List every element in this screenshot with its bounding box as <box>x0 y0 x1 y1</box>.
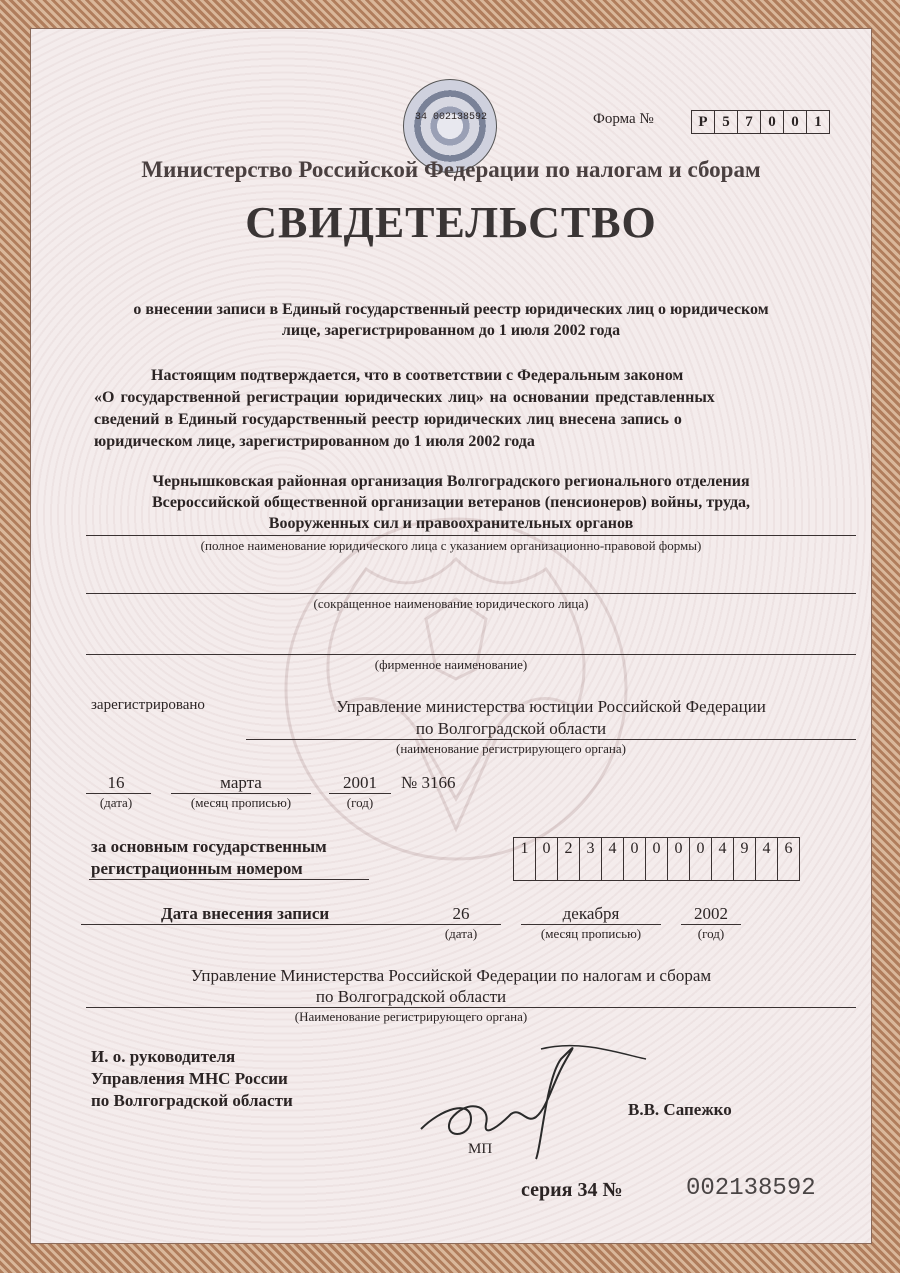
reg-year: 2001 <box>343 773 377 792</box>
ogrn-digit: 4 <box>712 838 734 880</box>
ogrn-digit: 3 <box>580 838 602 880</box>
form-code-char: 5 <box>715 111 738 133</box>
certificate-title: СВИДЕТЕЛЬСТВО <box>245 198 657 247</box>
ogrn-digit: 1 <box>514 838 536 880</box>
form-code-char: 0 <box>761 111 784 133</box>
ogrn-digit: 4 <box>756 838 778 880</box>
signer-title-line2: Управления МНС России <box>91 1069 288 1088</box>
reg-month: марта <box>220 773 262 792</box>
signer-title-line3: по Волгоградской области <box>91 1091 293 1110</box>
reg-body-caption: (наименование регистрирующего органа) <box>395 741 626 756</box>
underline <box>171 793 311 794</box>
underline <box>86 793 151 794</box>
para-line2: «О государственной регистрации юридических лиц» на основании представленных <box>94 389 715 406</box>
form-code-char: Р <box>692 111 715 133</box>
underline <box>81 924 501 925</box>
series-label: серия 34 № <box>521 1179 623 1201</box>
ogrn-digit: 6 <box>784 840 793 857</box>
org-name-line2: Всероссийской общественной организации ветеранов (пенсионеров) войны, труда, <box>151 494 751 511</box>
day-caption: (дата) <box>444 926 478 941</box>
form-code <box>691 110 830 134</box>
reg-body-line2: по Волгоградской области <box>415 719 607 738</box>
signer-name: В.В. Сапежко <box>628 1100 732 1119</box>
para-line1: Настоящим подтверждается, что в соответствии с Федеральным законом <box>151 367 684 384</box>
entry-month: декабря <box>562 904 620 923</box>
form-label: Форма № <box>593 111 654 127</box>
underline <box>86 1007 856 1008</box>
ogrn-label-line1: за основным государственным <box>91 837 327 856</box>
full-name-caption: (полное наименование юридического лица с указанием организационно-правовой формы) <box>200 538 702 553</box>
subtitle-line2: лице, зарегистрированном до 1 июля 2002 года <box>281 322 621 339</box>
issuer-line1: Управление Министерства Российской Федерации по налогам и сборам <box>190 966 712 985</box>
entry-date-label: Дата внесения записи <box>161 904 330 923</box>
issuer-caption: (Наименование регистрирующего органа) <box>294 1009 528 1024</box>
issuer-line2: по Волгоградской области <box>315 987 507 1006</box>
ogrn-digit: 0 <box>668 838 690 880</box>
ogrn-digit: 0 <box>624 838 646 880</box>
ogrn-label-line2: регистрационным номером <box>91 859 303 878</box>
short-name-caption: (сокращенное наименование юридического лица) <box>313 596 589 611</box>
underline <box>681 924 741 925</box>
form-code-char: 0 <box>784 111 807 133</box>
ogrn-boxes <box>513 837 800 881</box>
form-code-char: 1 <box>814 114 822 130</box>
para-line3: сведений в Единый государственный реестр юридических лиц внесена запись о <box>94 411 682 428</box>
year-caption: (год) <box>346 795 374 810</box>
underline <box>521 924 661 925</box>
stamp-place: МП <box>468 1141 493 1157</box>
subtitle-line1: о внесении записи в Единый государственный реестр юридических лиц о юридическом <box>133 301 769 318</box>
ogrn-digit: 4 <box>602 838 624 880</box>
brand-name-caption: (фирменное наименование) <box>374 657 528 672</box>
entry-day: 26 <box>452 904 470 923</box>
reg-number: № 3166 <box>401 773 456 792</box>
signature-icon <box>411 1029 651 1169</box>
reg-body-line1: Управление министерства юстиции Российской Федерации <box>336 697 766 716</box>
org-name-line3: Вооруженных сил и правоохранительных органов <box>268 515 634 532</box>
ogrn-digit: 0 <box>646 838 668 880</box>
registered-label: зарегистрировано <box>91 697 205 713</box>
certificate-paper <box>30 28 872 1244</box>
year-caption: (год) <box>697 926 725 941</box>
para-line4: юридическом лице, зарегистрированном до 1 июля 2002 года <box>94 433 535 450</box>
signer-title-line1: И. о. руководителя <box>91 1047 236 1066</box>
form-code-char: 7 <box>738 111 761 133</box>
series-number: 002138592 <box>686 1175 816 1202</box>
ministry-name: Министерство Российской Федерации по налогам и сборам <box>141 157 761 182</box>
org-name-line1: Чернышковская районная организация Волгоградского регионального отделения <box>152 473 750 490</box>
month-caption: (месяц прописью) <box>190 795 292 810</box>
underline <box>89 879 369 880</box>
day-caption: (дата) <box>99 795 133 810</box>
ogrn-digit: 0 <box>536 838 558 880</box>
ogrn-digit: 0 <box>690 838 712 880</box>
ogrn-digit: 9 <box>734 838 756 880</box>
underline <box>86 593 856 594</box>
underline <box>246 739 856 740</box>
eagle-watermark-icon <box>276 499 636 879</box>
month-caption: (месяц прописью) <box>540 926 642 941</box>
seal-number: 34 002138592 <box>415 112 488 123</box>
underline <box>86 654 856 655</box>
reg-day: 16 <box>107 773 125 792</box>
entry-year: 2002 <box>694 904 728 923</box>
underline <box>86 535 856 536</box>
underline <box>329 793 391 794</box>
ogrn-digit: 2 <box>558 838 580 880</box>
